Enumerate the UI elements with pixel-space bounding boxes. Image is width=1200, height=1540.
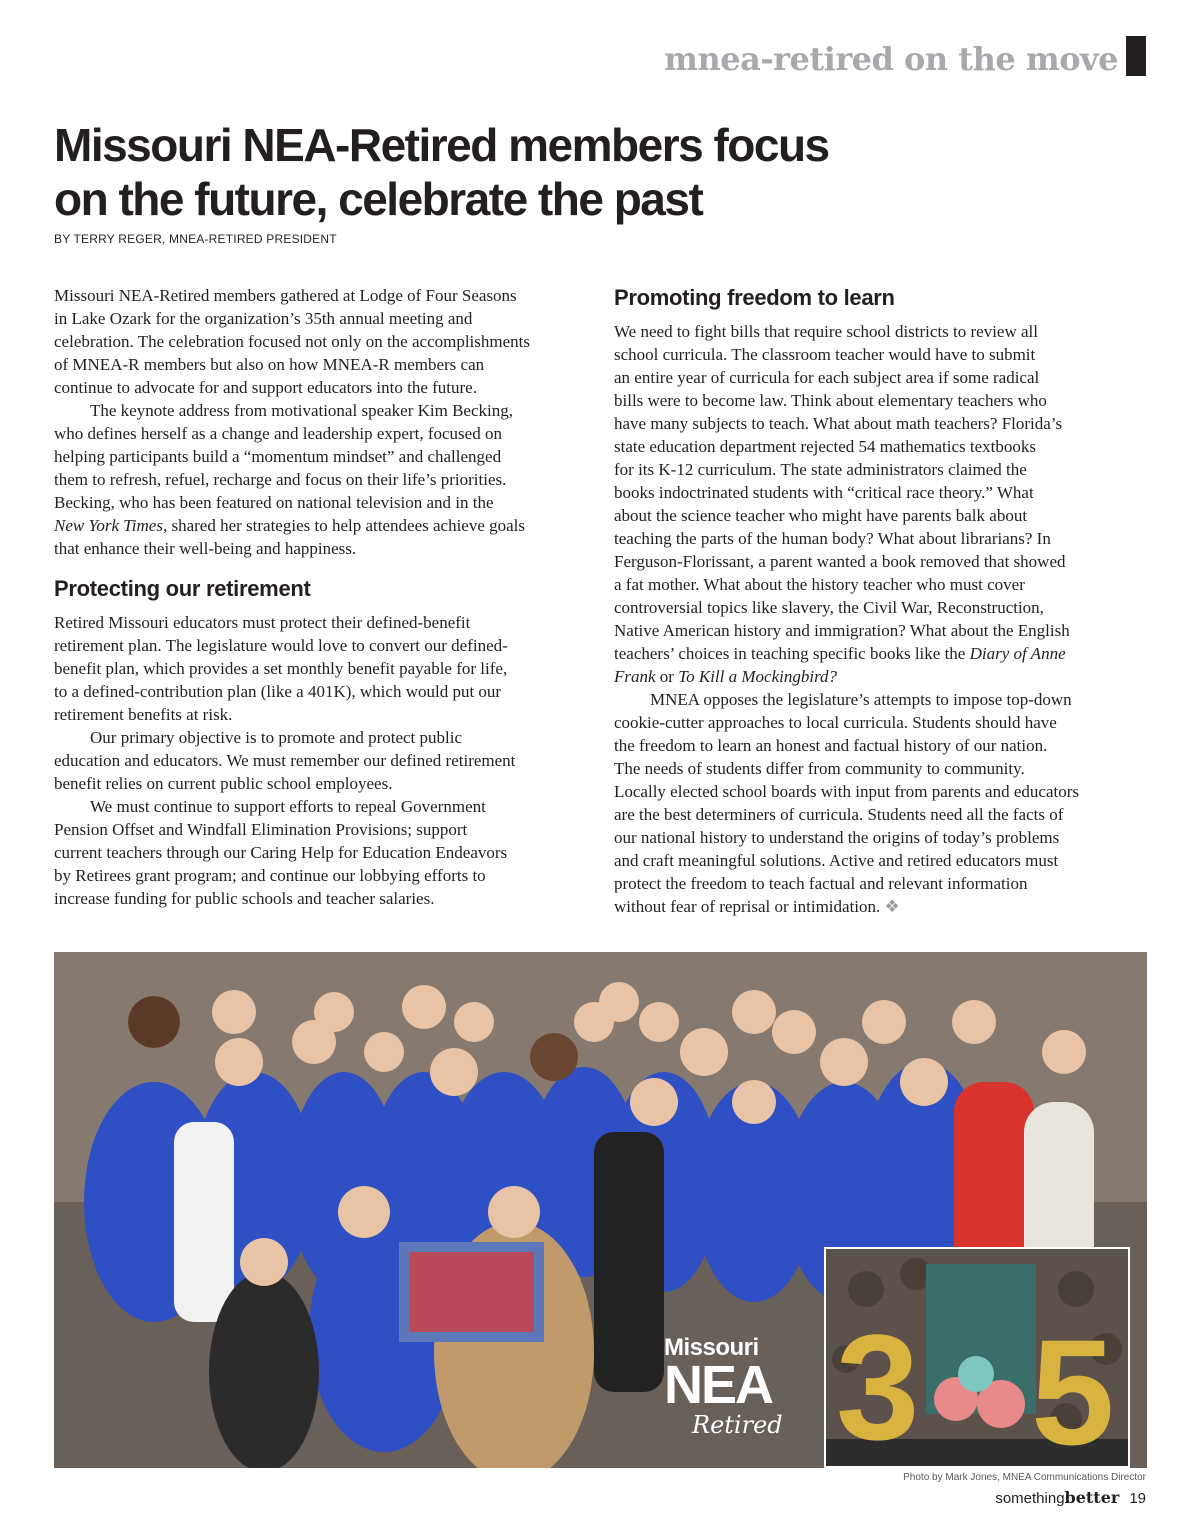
text-line: protect the freedom to teach factual and relevant information: [614, 874, 1028, 893]
text-line: Retired Missouri educators must protect their defined-benefit: [54, 613, 471, 632]
svg-text:5: 5: [1031, 1308, 1115, 1470]
paragraph-retirement: [54, 611, 594, 726]
subhead-retirement: Protecting our retirement: [54, 576, 311, 601]
text-line: [54, 514, 594, 537]
page-number: 19: [1129, 1490, 1146, 1507]
text-line: school curricula. The classroom teacher would have to submit: [614, 345, 1036, 364]
text-line: [614, 642, 1154, 665]
text-line: The keynote address from motivational speaker Kim Becking,: [90, 401, 513, 420]
text-line: helping participants build a “momentum mindset” and challenged: [54, 447, 502, 466]
missouri-nea-retired-logo: [664, 1336, 814, 1440]
footer-brand-bold: better: [1064, 1488, 1120, 1507]
text-line: celebration. The celebration focused not only on the accomplishments: [54, 332, 531, 351]
text-line: education and educators. We must remember our defined retirement: [54, 751, 516, 770]
text-line: and craft meaningful solutions. Active and retired educators must: [614, 851, 1059, 870]
paragraph-objective: [54, 726, 594, 795]
text-line: continue to advocate for and support educators into the future.: [54, 378, 477, 397]
text-line: have many subjects to teach. What about math teachers? Florida’s: [614, 414, 1063, 433]
text-line: them to refresh, refuel, recharge and focus on their life’s priorities.: [54, 470, 507, 489]
book-title: Frank: [614, 667, 656, 686]
text-line: [614, 665, 1154, 688]
text-line: an entire year of curricula for each subject area if some radical: [614, 368, 1040, 387]
text-line: of MNEA-R members but also on how MNEA-R members can: [54, 355, 485, 374]
balloons-35-illustration: [826, 1249, 1130, 1468]
publication-title: New York Times,: [54, 516, 168, 535]
text-line: Becking, who has been featured on national television and in the: [54, 493, 494, 512]
paragraph-keynote: [54, 399, 594, 560]
headline-line-1: Missouri NEA-Retired members focus: [54, 119, 829, 171]
text-line: a fat mother. What about the history teacher who must cover: [614, 575, 1025, 594]
byline: BY TERRY REGER, MNEA-RETIRED PRESIDENT: [54, 232, 337, 246]
end-of-article-icon: ❖: [884, 897, 900, 916]
text-line: our national history to understand the origins of today’s problems: [614, 828, 1060, 847]
text-line: about the science teacher who might have parents balk about: [614, 506, 1028, 525]
text-line: are the best determiners of curricula. Students need all the facts of: [614, 805, 1064, 824]
text-line: Missouri NEA-Retired members gathered at Lodge of Four Seasons: [54, 286, 517, 305]
text-line: cookie-cutter approaches to local curricula. Students should have: [614, 713, 1057, 732]
svg-text:3: 3: [836, 1303, 920, 1470]
text-line: that enhance their well-being and happiness.: [54, 539, 357, 558]
text-fragment: without fear of reprisal or intimidation.: [614, 897, 881, 916]
text-line: books indoctrinated students with “critical race theory.” What: [614, 483, 1034, 502]
text-line: We must continue to support efforts to repeal Government: [90, 797, 486, 816]
logo-retired: Retired: [692, 1411, 783, 1439]
paragraph-fight-bills: [614, 320, 1154, 688]
anniversary-inset-photo: [824, 1247, 1130, 1468]
text-line: MNEA opposes the legislature’s attempts to impose top-down: [650, 690, 1072, 709]
book-title: To Kill a Mockingbird?: [678, 667, 838, 686]
text-line: Native American history and immigration? What about the English: [614, 621, 1070, 640]
left-column: [54, 284, 594, 910]
text-line: teaching the parts of the human body? What about librarians? In: [614, 529, 1051, 548]
text-line: controversial topics like slavery, the Civil War, Reconstruction,: [614, 598, 1044, 617]
section-label: mnea-retired on the move: [664, 40, 1118, 78]
text-line: who defines herself as a change and leadership expert, focused on: [54, 424, 502, 443]
headline-line-2: on the future, celebrate the past: [54, 173, 703, 225]
text-line: Pension Offset and Windfall Elimination Provisions; support: [54, 820, 468, 839]
text-line: to a defined-contribution plan (like a 401K), which would put our: [54, 682, 502, 701]
text-line: current teachers through our Caring Help for Education Endeavors: [54, 843, 508, 862]
text-line: the freedom to learn an honest and factual history of our nation.: [614, 736, 1048, 755]
text-line: Our primary objective is to promote and protect public: [90, 728, 463, 747]
text-line: bills were to become law. Think about elementary teachers who: [614, 391, 1047, 410]
text-line: retirement plan. The legislature would love to convert our defined-: [54, 636, 508, 655]
text-line: for its K-12 curriculum. The state administrators claimed the: [614, 460, 1027, 479]
text-line: Locally elected school boards with input from parents and educators: [614, 782, 1079, 801]
text-fragment: or: [655, 667, 679, 686]
page-footer: [995, 1488, 1146, 1507]
text-fragment: teachers’ choices in teaching specific books like the: [614, 644, 970, 663]
paragraph-intro: [54, 284, 594, 399]
section-marker-bar: [1126, 36, 1146, 76]
text-line: Ferguson-Florissant, a parent wanted a book removed that showed: [614, 552, 1066, 571]
subhead-freedom: Promoting freedom to learn: [614, 285, 895, 310]
text-line: The needs of students differ from community to community.: [614, 759, 1025, 778]
footer-brand-light: something: [995, 1490, 1065, 1507]
logo-missouri: Missouri: [664, 1334, 759, 1361]
group-photo: [54, 952, 1147, 1468]
text-line: benefit relies on current public school employees.: [54, 774, 393, 793]
text-line: increase funding for public schools and teacher salaries.: [54, 889, 435, 908]
logo-nea: NEA: [664, 1355, 773, 1415]
paragraph-support-efforts: [54, 795, 594, 910]
text-line: state education department rejected 54 mathematics textbooks: [614, 437, 1037, 456]
text-line: by Retirees grant program; and continue our lobbying efforts to: [54, 866, 486, 885]
paragraph-mnea-opposes: [614, 688, 1154, 918]
book-title: Diary of Anne: [969, 644, 1066, 663]
text-line: [614, 895, 1154, 918]
right-column: [614, 284, 1154, 918]
text-line: benefit plan, which provides a set monthly benefit payable for life,: [54, 659, 508, 678]
text-line: We need to fight bills that require school districts to review all: [614, 322, 1038, 341]
photo-credit: Photo by Mark Jones, MNEA Communications Director: [903, 1472, 1146, 1483]
text-line: retirement benefits at risk.: [54, 705, 233, 724]
text-line: in Lake Ozark for the organization’s 35th annual meeting and: [54, 309, 473, 328]
article-headline: [54, 118, 954, 226]
text-fragment: shared her strategies to help attendees achieve goals: [167, 516, 526, 535]
